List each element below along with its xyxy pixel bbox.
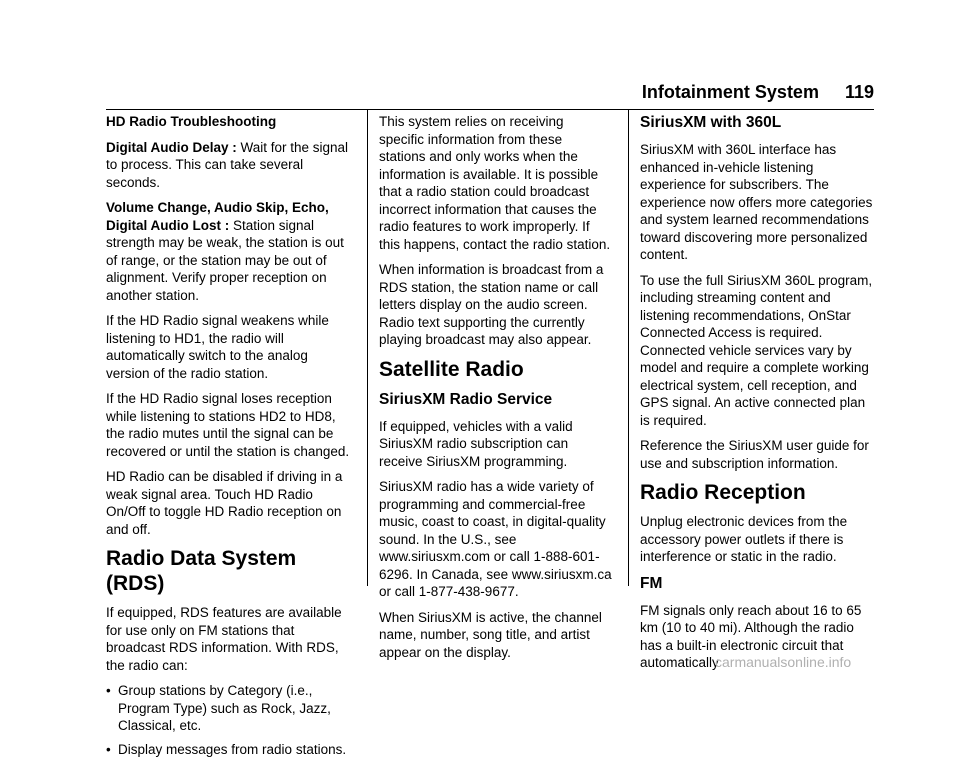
rds-heading: Radio Data System (RDS): [106, 547, 297, 595]
column-1: [106, 113, 351, 764]
column-2-content: [367, 113, 612, 661]
unplug-devices-paragraph: Unplug electronic devices from the accessory power outlets if there is interference or static in the radio.: [640, 514, 848, 564]
rds-feature-list: [106, 682, 351, 758]
volume-change-paragraph: [106, 199, 351, 304]
volume-term: Volume Change, Audio Skip, Echo, Digital Audio Lost :: [106, 200, 329, 233]
page-number: 119: [844, 82, 874, 102]
bullet-icon: •: [106, 741, 111, 757]
signal-loses-paragraph: If the HD Radio signal loses reception while listening to stations HD2 to HD8, the radio mutes until the signal can be recovered or until the station is changed.: [106, 391, 350, 459]
siriusxm-360l-heading: SiriusXM with 360L: [640, 114, 782, 131]
column-2: [367, 113, 612, 669]
fm-signals-paragraph: FM signals only reach about 16 to 65 km (10 to 40 mi). Although the radio has a built-in electronic circuit that automatically: [640, 602, 862, 670]
bullet-icon: •: [106, 683, 111, 698]
page-header: [642, 82, 874, 103]
siriusxm-active-paragraph: When SiriusXM is active, the channel name, number, song title, and artist appear on the display.: [379, 609, 602, 660]
signal-weakens-paragraph: If the HD Radio signal weakens while listening to HD1, the radio will automatically switch to the analog version of the radio station.: [106, 313, 329, 381]
siriusxm-service-heading: SiriusXM Radio Service: [379, 390, 553, 408]
rds-intro-paragraph: If equipped, RDS features are available for use only on FM stations that broadcast RDS information. With RDS, the radio can:: [106, 605, 342, 673]
delay-text: Wait for the signal to process. This can take several seconds.: [106, 139, 349, 190]
header-rule: [106, 109, 874, 110]
360l-interface-paragraph: SiriusXM with 360L interface has enhanced in-vehicle listening experience for subscribers. The experience now offers more categories and system learned recommendations toward discovering more personalized content.: [640, 142, 873, 262]
siriusxm-variety-paragraph: SiriusXM radio has a wide variety of programming and commercial-free music, coast to coast, in digital-quality sound. In the U.S., see www.siriusxm.com or call 1-888-601-6296. In Canada, see www.siriusxm.ca or call 1-877-438-9677.: [379, 479, 612, 599]
hd-troubleshooting-heading: HD Radio Troubleshooting: [106, 114, 277, 129]
rds-broadcast-paragraph: When information is broadcast from a RDS station, the station name or call letters display on the audio screen. Radio text supporting the currently playing broadcast may also appear.: [379, 262, 604, 347]
digital-audio-delay-paragraph: [106, 139, 351, 192]
system-relies-paragraph: This system relies on receiving specific information from these stations and only works when the information is available. It is possible that a radio station could broadcast incorrect information that causes the radio features to work improperly. If this happens, contact the radio station.: [379, 114, 611, 252]
radio-reception-heading: Radio Reception: [640, 481, 806, 504]
user-guide-reference-paragraph: Reference the SiriusXM user guide for use and subscription information.: [640, 438, 869, 471]
section-title: Infotainment System: [641, 82, 819, 102]
delay-term: Digital Audio Delay :: [106, 139, 237, 155]
satellite-radio-heading: Satellite Radio: [379, 357, 524, 381]
hd-disable-paragraph: HD Radio can be disabled if driving in a weak signal area. Touch HD Radio On/Off to toggle HD Radio reception on and off.: [106, 469, 343, 537]
fm-heading: FM: [640, 574, 663, 592]
volume-text: Station signal strength may be weak, the station is out of range, or the station may be out of alignment. Verify proper reception on another station.: [106, 217, 344, 303]
siriusxm-equipped-paragraph: If equipped, vehicles with a valid SiriusXM radio subscription can receive SiriusXM programming.: [379, 418, 573, 469]
watermark-text: carmanualsonline.info: [715, 654, 852, 670]
list-item-text: Group stations by Category (i.e., Program Type) such as Rock, Jazz, Classical, etc.: [118, 683, 331, 733]
column-3-content: [628, 113, 873, 672]
list-item: [106, 741, 351, 759]
list-item-text: Display messages from radio stations.: [118, 741, 347, 757]
list-item: [106, 682, 351, 735]
360l-full-program-paragraph: To use the full SiriusXM 360L program, including streaming content and listening recommendations, OnStar Connected Access is required. Connected vehicle services vary by model and require a complete working electrical system, cell reception, and GPS signal. An active connected plan is required.: [640, 272, 873, 428]
column-3: [628, 113, 873, 680]
